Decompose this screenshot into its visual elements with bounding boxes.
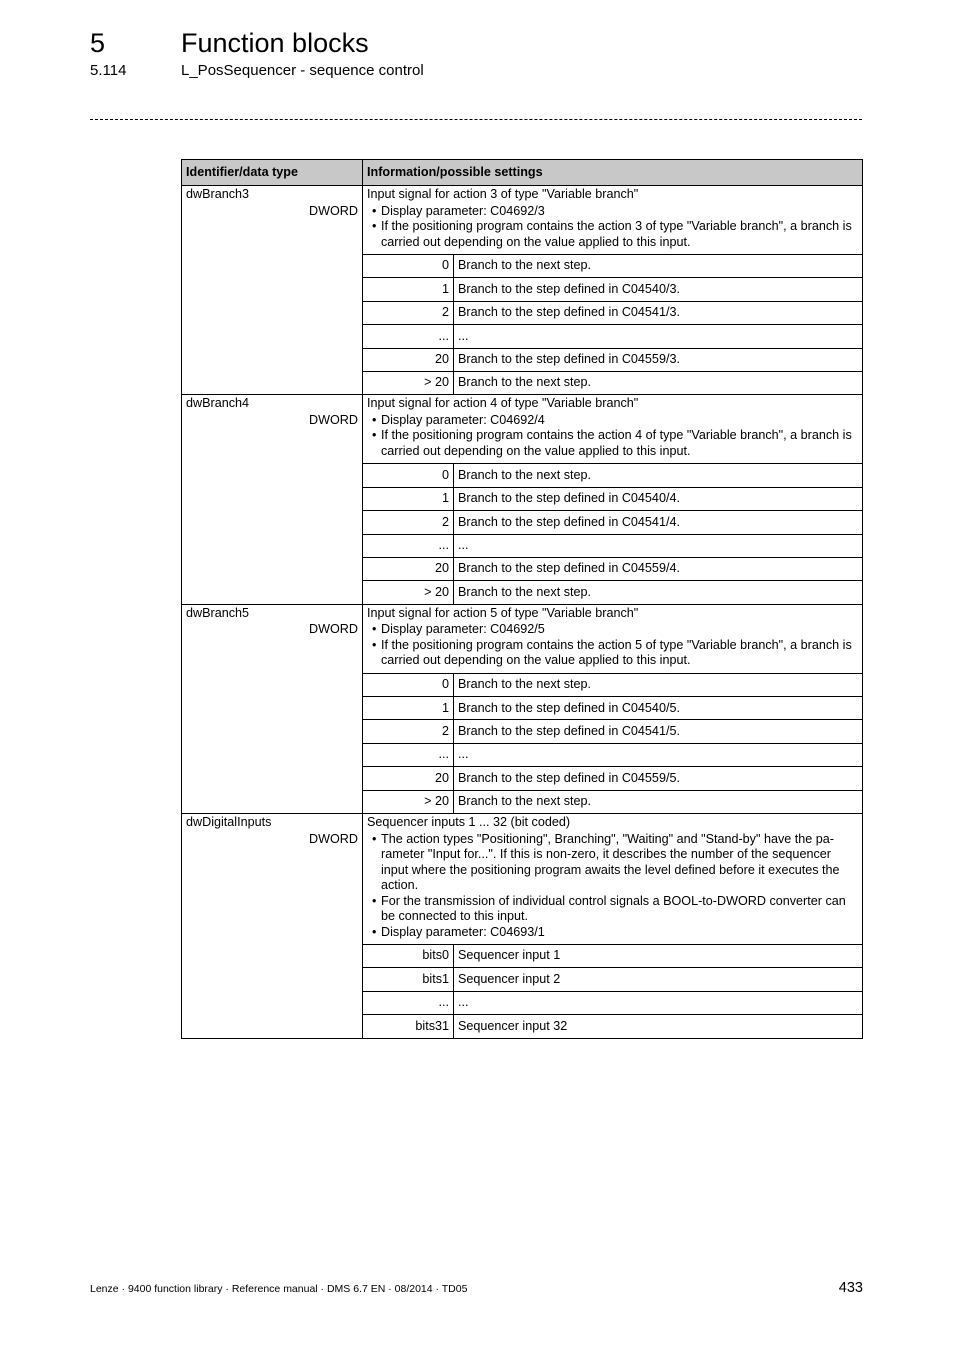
value-cell: > 20 [363, 790, 454, 813]
value-row [363, 325, 862, 348]
bullet-item: • If the positioning program contains the action 5 of type "Variable branch", a branch is carried out depending on the value applied to this input. [381, 638, 858, 669]
value-cell: > 20 [363, 371, 454, 394]
value-cell: ... [363, 534, 454, 557]
information-cell [363, 814, 863, 1039]
value-row [363, 371, 862, 394]
identifier-name: dwBranch5 [186, 605, 250, 620]
information-cell [363, 186, 863, 395]
bullet-list [367, 832, 858, 941]
value-description: Branch to the next step. [454, 581, 863, 604]
value-description: Branch to the step defined in C04540/5. [454, 697, 863, 720]
value-table [363, 463, 862, 603]
table-row [182, 186, 863, 395]
bullet-item: • If the positioning program contains the action 3 of type "Variable branch", a branch is carried out depending on the value applied to this input. [381, 219, 858, 250]
value-row [363, 697, 862, 720]
value-description: Branch to the step defined in C04540/4. [454, 487, 863, 510]
information-text [363, 186, 862, 254]
value-row [363, 968, 862, 991]
value-cell: > 20 [363, 581, 454, 604]
col-header-identifier: Identifier/data type [182, 160, 363, 186]
value-description: Branch to the step defined in C04541/3. [454, 301, 863, 324]
value-row [363, 1015, 862, 1038]
value-row [363, 534, 862, 557]
identifier-name: dwDigitalInputs [186, 815, 272, 830]
value-cell: 2 [363, 301, 454, 324]
data-type: DWORD [309, 412, 358, 427]
value-row [363, 255, 862, 278]
information-intro: Sequencer inputs 1 ... 32 (bit coded) [367, 815, 571, 830]
value-row [363, 487, 862, 510]
value-row [363, 348, 862, 371]
value-table [363, 254, 862, 394]
value-description: Sequencer input 2 [454, 968, 863, 991]
value-row [363, 743, 862, 766]
value-cell: 20 [363, 348, 454, 371]
value-cell: 2 [363, 511, 454, 534]
value-description: Branch to the step defined in C04559/3. [454, 348, 863, 371]
table-body [182, 186, 863, 1039]
value-cell: bits31 [363, 1015, 454, 1038]
value-description: Branch to the step defined in C04541/5. [454, 720, 863, 743]
value-cell: bits1 [363, 968, 454, 991]
chapter-number: 5 [90, 28, 106, 58]
value-row [363, 720, 862, 743]
data-type: DWORD [309, 622, 358, 637]
identifier-cell [182, 395, 363, 604]
identifier-cell [182, 814, 363, 1039]
value-row [363, 557, 862, 580]
bullet-item: • The action types "Positioning", Branching", "Waiting" and "Stand-by" have the parameter "Input for...". If this is non-zero, it describes the number of the sequencer input where the positioning program awaits the level defined before it executes the action. [381, 832, 858, 894]
value-description: Branch to the next step. [454, 464, 863, 487]
table-header-row [182, 160, 863, 186]
data-type: DWORD [309, 831, 358, 846]
identifier-cell [182, 186, 363, 395]
table-row [182, 395, 863, 604]
value-description: Branch to the next step. [454, 255, 863, 278]
value-description: Sequencer input 1 [454, 945, 863, 968]
section-number: 5.114 [90, 62, 127, 79]
value-cell: 1 [363, 278, 454, 301]
value-description: Branch to the step defined in C04559/4. [454, 557, 863, 580]
information-text [363, 605, 862, 673]
bullet-item: • Display parameter: C04692/4 [381, 413, 858, 429]
bullet-list [367, 413, 858, 460]
information-cell [363, 604, 863, 813]
bullet-item: • If the positioning program contains the action 4 of type "Variable branch", a branch is carried out depending on the value applied to this input. [381, 428, 858, 459]
value-row [363, 278, 862, 301]
value-table [363, 673, 862, 813]
value-cell: 0 [363, 673, 454, 696]
identifier-name: dwBranch4 [186, 396, 250, 411]
table-row [182, 814, 863, 1039]
information-cell [363, 395, 863, 604]
bullet-item: • Display parameter: C04692/3 [381, 204, 858, 220]
value-description: Branch to the step defined in C04541/4. [454, 511, 863, 534]
information-intro: Input signal for action 3 of type "Variable branch" [367, 187, 639, 201]
value-description: Branch to the next step. [454, 790, 863, 813]
value-cell: 1 [363, 697, 454, 720]
bullet-item: • Display parameter: C04693/1 [381, 925, 858, 941]
parameter-table [181, 159, 863, 1039]
value-description: Sequencer input 32 [454, 1015, 863, 1038]
value-description: ... [454, 991, 863, 1014]
value-description: ... [454, 534, 863, 557]
section-title: L_PosSequencer - sequence control [181, 62, 424, 79]
value-table [363, 944, 862, 1038]
identifier-name: dwBranch3 [186, 187, 250, 201]
value-description: Branch to the next step. [454, 673, 863, 696]
value-row [363, 464, 862, 487]
value-row [363, 301, 862, 324]
value-cell: 0 [363, 464, 454, 487]
col-header-information: Information/possible settings [363, 160, 863, 186]
value-description: Branch to the next step. [454, 371, 863, 394]
information-intro: Input signal for action 5 of type "Variable branch" [367, 605, 639, 620]
value-cell: 0 [363, 255, 454, 278]
bullet-item: • For the transmission of individual control signals a BOOL-to-DWORD converter can be connected to this input. [381, 894, 858, 925]
header-divider [90, 119, 862, 120]
value-row [363, 511, 862, 534]
value-description: ... [454, 325, 863, 348]
information-intro: Input signal for action 4 of type "Variable branch" [367, 396, 639, 411]
value-row [363, 673, 862, 696]
value-cell: ... [363, 325, 454, 348]
table-row [182, 604, 863, 813]
value-row [363, 790, 862, 813]
bullet-item: • Display parameter: C04692/5 [381, 622, 858, 638]
value-row [363, 767, 862, 790]
value-description: Branch to the step defined in C04540/3. [454, 278, 863, 301]
information-text [363, 395, 862, 463]
value-cell: 20 [363, 557, 454, 580]
value-cell: bits0 [363, 945, 454, 968]
information-text [363, 814, 862, 944]
value-cell: 20 [363, 767, 454, 790]
value-row [363, 945, 862, 968]
value-cell: 2 [363, 720, 454, 743]
page-number: 433 [838, 1280, 863, 1296]
identifier-cell [182, 604, 363, 813]
footer-document-info: Lenze · 9400 function library · Reference manual · DMS 6.7 EN · 08/2014 · TD05 [90, 1283, 468, 1295]
bullet-list [367, 622, 858, 669]
value-row [363, 581, 862, 604]
data-type: DWORD [309, 203, 358, 218]
chapter-title: Function blocks [181, 28, 369, 58]
value-description: ... [454, 743, 863, 766]
bullet-list [367, 204, 858, 251]
value-cell: ... [363, 743, 454, 766]
value-row [363, 991, 862, 1014]
value-description: Branch to the step defined in C04559/5. [454, 767, 863, 790]
value-cell: 1 [363, 487, 454, 510]
value-cell: ... [363, 991, 454, 1014]
